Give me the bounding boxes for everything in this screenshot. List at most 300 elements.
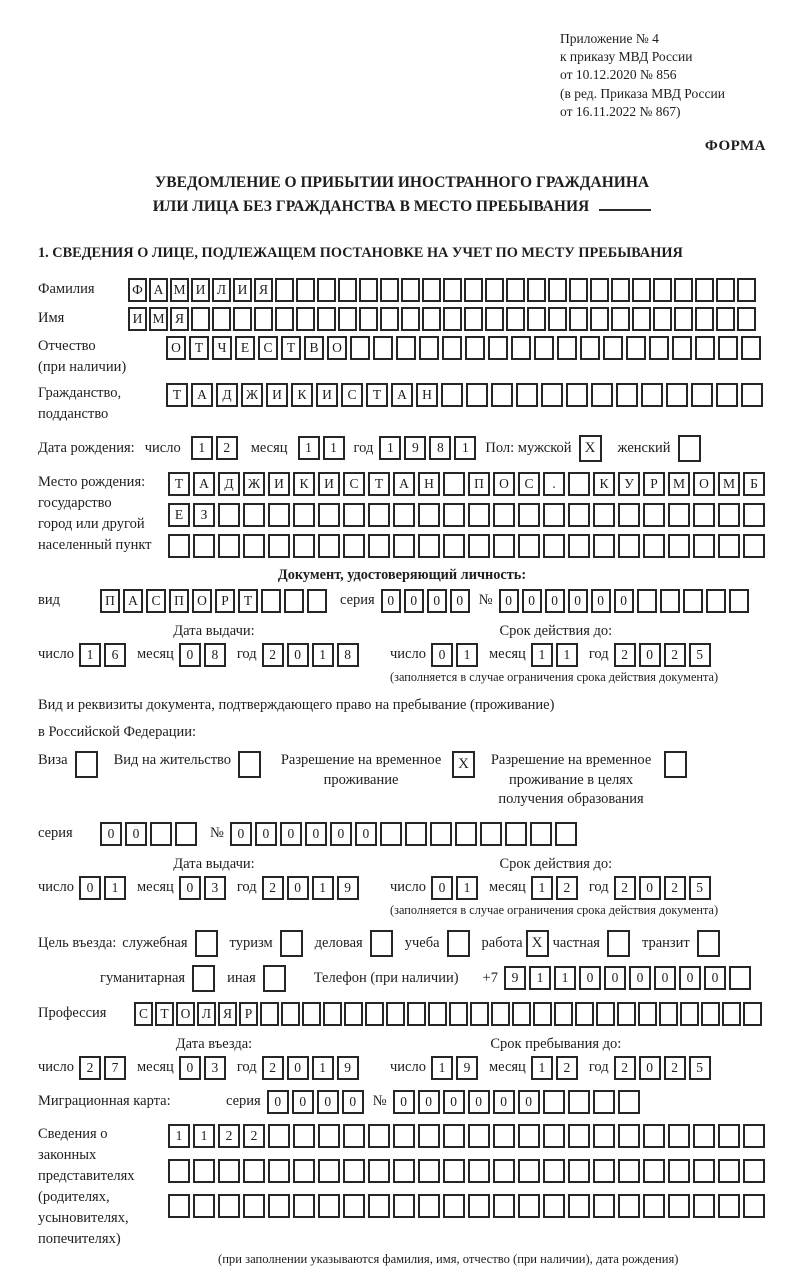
char-cell[interactable] <box>443 1194 465 1218</box>
profession-cells[interactable] <box>134 1002 764 1026</box>
char-cell[interactable]: 1 <box>431 1056 453 1080</box>
char-cell[interactable] <box>368 503 390 527</box>
char-cell[interactable] <box>468 534 490 558</box>
char-cell[interactable]: 0 <box>287 1056 309 1080</box>
char-cell[interactable]: 0 <box>381 589 401 613</box>
residence-valid-day-cells[interactable] <box>431 876 481 900</box>
char-cell[interactable]: Р <box>239 1002 258 1026</box>
char-cell[interactable]: 0 <box>679 966 701 990</box>
char-cell[interactable] <box>543 1159 565 1183</box>
char-cell[interactable] <box>343 503 365 527</box>
char-cell[interactable]: 0 <box>317 1090 339 1114</box>
char-cell[interactable] <box>722 1002 741 1026</box>
char-cell[interactable] <box>485 307 504 331</box>
char-cell[interactable]: А <box>191 383 213 407</box>
char-cell[interactable]: А <box>149 278 168 302</box>
char-cell[interactable] <box>418 1194 440 1218</box>
char-cell[interactable] <box>568 503 590 527</box>
char-cell[interactable] <box>293 1124 315 1148</box>
char-cell[interactable] <box>396 336 416 360</box>
char-cell[interactable]: А <box>393 472 415 496</box>
char-cell[interactable] <box>548 307 567 331</box>
char-cell[interactable]: 0 <box>287 876 309 900</box>
char-cell[interactable]: 8 <box>429 436 451 460</box>
residence-valid-month-cells[interactable] <box>531 876 581 900</box>
checkbox-sex-male[interactable]: X <box>579 435 602 462</box>
char-cell[interactable] <box>527 278 546 302</box>
char-cell[interactable]: С <box>341 383 363 407</box>
char-cell[interactable] <box>480 822 502 846</box>
char-cell[interactable] <box>443 307 462 331</box>
char-cell[interactable] <box>616 383 638 407</box>
char-cell[interactable] <box>218 1194 240 1218</box>
char-cell[interactable] <box>293 503 315 527</box>
checkbox-purpose-official[interactable] <box>195 930 218 957</box>
migration-series-cells[interactable] <box>267 1090 367 1114</box>
char-cell[interactable] <box>284 589 304 613</box>
char-cell[interactable] <box>491 1002 510 1026</box>
char-cell[interactable]: 1 <box>556 643 578 667</box>
char-cell[interactable] <box>718 336 738 360</box>
char-cell[interactable]: 0 <box>545 589 565 613</box>
char-cell[interactable] <box>350 336 370 360</box>
char-cell[interactable]: З <box>193 503 215 527</box>
entry-year-cells[interactable] <box>262 1056 362 1080</box>
char-cell[interactable]: 5 <box>689 643 711 667</box>
char-cell[interactable] <box>386 1002 405 1026</box>
char-cell[interactable]: 1 <box>531 876 553 900</box>
char-cell[interactable] <box>191 307 210 331</box>
char-cell[interactable] <box>643 503 665 527</box>
char-cell[interactable]: 0 <box>179 876 201 900</box>
char-cell[interactable]: 0 <box>267 1090 289 1114</box>
char-cell[interactable]: Е <box>235 336 255 360</box>
char-cell[interactable] <box>555 822 577 846</box>
char-cell[interactable]: 0 <box>654 966 676 990</box>
char-cell[interactable] <box>243 1159 265 1183</box>
phone-cells[interactable] <box>504 966 754 990</box>
char-cell[interactable] <box>743 1124 765 1148</box>
char-cell[interactable]: 1 <box>323 436 345 460</box>
char-cell[interactable]: 3 <box>204 876 226 900</box>
char-cell[interactable] <box>455 822 477 846</box>
char-cell[interactable]: 2 <box>664 643 686 667</box>
char-cell[interactable]: 2 <box>243 1124 265 1148</box>
char-cell[interactable]: Я <box>254 278 273 302</box>
char-cell[interactable]: 0 <box>591 589 611 613</box>
char-cell[interactable]: 0 <box>427 589 447 613</box>
char-cell[interactable] <box>718 1194 740 1218</box>
char-cell[interactable]: 0 <box>704 966 726 990</box>
char-cell[interactable] <box>293 1159 315 1183</box>
char-cell[interactable]: Д <box>218 472 240 496</box>
char-cell[interactable] <box>506 307 525 331</box>
char-cell[interactable] <box>175 822 197 846</box>
char-cell[interactable]: М <box>668 472 690 496</box>
char-cell[interactable] <box>568 1090 590 1114</box>
char-cell[interactable]: И <box>233 278 252 302</box>
char-cell[interactable]: . <box>543 472 565 496</box>
char-cell[interactable] <box>359 278 378 302</box>
char-cell[interactable]: 0 <box>179 643 201 667</box>
char-cell[interactable] <box>641 383 663 407</box>
char-cell[interactable] <box>695 278 714 302</box>
char-cell[interactable] <box>737 307 756 331</box>
char-cell[interactable] <box>493 1124 515 1148</box>
char-cell[interactable] <box>543 1124 565 1148</box>
char-cell[interactable]: С <box>134 1002 153 1026</box>
char-cell[interactable]: 0 <box>393 1090 415 1114</box>
char-cell[interactable] <box>468 503 490 527</box>
char-cell[interactable]: 1 <box>312 643 334 667</box>
char-cell[interactable]: 2 <box>79 1056 101 1080</box>
char-cell[interactable]: 5 <box>689 876 711 900</box>
char-cell[interactable] <box>401 278 420 302</box>
char-cell[interactable]: М <box>718 472 740 496</box>
char-cell[interactable] <box>343 1159 365 1183</box>
identity-issue-month-cells[interactable] <box>179 643 229 667</box>
char-cell[interactable]: 1 <box>312 1056 334 1080</box>
char-cell[interactable]: 1 <box>312 876 334 900</box>
char-cell[interactable] <box>568 1159 590 1183</box>
char-cell[interactable] <box>422 307 441 331</box>
birth-month-cells[interactable] <box>298 436 348 460</box>
char-cell[interactable] <box>359 307 378 331</box>
char-cell[interactable] <box>466 383 488 407</box>
char-cell[interactable] <box>393 1159 415 1183</box>
char-cell[interactable] <box>596 1002 615 1026</box>
char-cell[interactable] <box>590 307 609 331</box>
char-cell[interactable]: 9 <box>456 1056 478 1080</box>
char-cell[interactable]: 0 <box>280 822 302 846</box>
char-cell[interactable]: 1 <box>379 436 401 460</box>
char-cell[interactable] <box>243 503 265 527</box>
char-cell[interactable] <box>493 534 515 558</box>
char-cell[interactable]: 0 <box>579 966 601 990</box>
char-cell[interactable]: 0 <box>639 876 661 900</box>
char-cell[interactable] <box>168 1194 190 1218</box>
char-cell[interactable]: И <box>268 472 290 496</box>
char-cell[interactable]: Н <box>416 383 438 407</box>
char-cell[interactable] <box>518 534 540 558</box>
char-cell[interactable] <box>511 336 531 360</box>
char-cell[interactable] <box>568 1124 590 1148</box>
char-cell[interactable] <box>668 1124 690 1148</box>
char-cell[interactable] <box>632 278 651 302</box>
char-cell[interactable] <box>443 278 462 302</box>
char-cell[interactable]: Т <box>368 472 390 496</box>
char-cell[interactable]: П <box>468 472 490 496</box>
char-cell[interactable] <box>557 336 577 360</box>
char-cell[interactable]: 1 <box>298 436 320 460</box>
char-cell[interactable] <box>611 278 630 302</box>
residence-issue-month-cells[interactable] <box>179 876 229 900</box>
char-cell[interactable]: А <box>123 589 143 613</box>
char-cell[interactable] <box>701 1002 720 1026</box>
char-cell[interactable] <box>653 278 672 302</box>
char-cell[interactable]: 0 <box>493 1090 515 1114</box>
char-cell[interactable]: 0 <box>230 822 252 846</box>
char-cell[interactable] <box>485 278 504 302</box>
char-cell[interactable] <box>575 1002 594 1026</box>
char-cell[interactable] <box>343 1194 365 1218</box>
residence-issue-day-cells[interactable] <box>79 876 129 900</box>
char-cell[interactable]: 2 <box>664 876 686 900</box>
char-cell[interactable] <box>632 307 651 331</box>
char-cell[interactable]: К <box>593 472 615 496</box>
birth-year-cells[interactable] <box>379 436 479 460</box>
char-cell[interactable] <box>323 1002 342 1026</box>
char-cell[interactable]: А <box>391 383 413 407</box>
char-cell[interactable]: 0 <box>292 1090 314 1114</box>
char-cell[interactable] <box>659 1002 678 1026</box>
char-cell[interactable] <box>743 1002 762 1026</box>
char-cell[interactable]: Ж <box>241 383 263 407</box>
char-cell[interactable]: И <box>318 472 340 496</box>
char-cell[interactable]: 0 <box>342 1090 364 1114</box>
char-cell[interactable]: Л <box>212 278 231 302</box>
char-cell[interactable] <box>418 1124 440 1148</box>
entry-month-cells[interactable] <box>179 1056 229 1080</box>
char-cell[interactable] <box>643 534 665 558</box>
char-cell[interactable] <box>718 1159 740 1183</box>
char-cell[interactable]: 0 <box>604 966 626 990</box>
char-cell[interactable]: 0 <box>443 1090 465 1114</box>
char-cell[interactable] <box>268 1159 290 1183</box>
char-cell[interactable] <box>418 503 440 527</box>
stay-year-cells[interactable] <box>614 1056 714 1080</box>
char-cell[interactable] <box>443 1124 465 1148</box>
checkbox-purpose-study[interactable] <box>447 930 470 957</box>
birth-place-row3-cells[interactable] <box>168 534 768 558</box>
char-cell[interactable] <box>393 1194 415 1218</box>
char-cell[interactable] <box>442 336 462 360</box>
doc-number-cells[interactable] <box>499 589 752 613</box>
char-cell[interactable]: 0 <box>639 1056 661 1080</box>
char-cell[interactable]: 0 <box>100 822 122 846</box>
char-cell[interactable] <box>566 383 588 407</box>
checkbox-purpose-other[interactable] <box>263 965 286 992</box>
char-cell[interactable]: 0 <box>418 1090 440 1114</box>
char-cell[interactable] <box>268 1124 290 1148</box>
char-cell[interactable]: О <box>693 472 715 496</box>
char-cell[interactable] <box>590 278 609 302</box>
char-cell[interactable] <box>649 336 669 360</box>
char-cell[interactable]: Т <box>189 336 209 360</box>
char-cell[interactable] <box>729 966 751 990</box>
char-cell[interactable] <box>441 383 463 407</box>
char-cell[interactable] <box>212 307 231 331</box>
char-cell[interactable] <box>418 1159 440 1183</box>
char-cell[interactable]: 0 <box>450 589 470 613</box>
char-cell[interactable]: 6 <box>104 643 126 667</box>
checkbox-temporary-residence[interactable]: X <box>452 751 475 778</box>
char-cell[interactable] <box>683 589 703 613</box>
char-cell[interactable]: Т <box>168 472 190 496</box>
char-cell[interactable] <box>527 307 546 331</box>
char-cell[interactable] <box>275 307 294 331</box>
char-cell[interactable] <box>373 336 393 360</box>
char-cell[interactable] <box>430 822 452 846</box>
char-cell[interactable] <box>418 534 440 558</box>
char-cell[interactable]: И <box>266 383 288 407</box>
char-cell[interactable] <box>534 336 554 360</box>
char-cell[interactable] <box>718 1124 740 1148</box>
char-cell[interactable]: 1 <box>531 643 553 667</box>
char-cell[interactable]: Я <box>170 307 189 331</box>
checkbox-visa[interactable] <box>75 751 98 778</box>
char-cell[interactable] <box>693 1194 715 1218</box>
char-cell[interactable] <box>268 534 290 558</box>
char-cell[interactable]: И <box>316 383 338 407</box>
char-cell[interactable] <box>368 534 390 558</box>
char-cell[interactable] <box>637 589 657 613</box>
checkbox-purpose-tourism[interactable] <box>280 930 303 957</box>
char-cell[interactable]: 9 <box>504 966 526 990</box>
char-cell[interactable] <box>660 589 680 613</box>
checkbox-purpose-work[interactable]: X <box>526 930 549 957</box>
char-cell[interactable]: 0 <box>305 822 327 846</box>
char-cell[interactable] <box>443 503 465 527</box>
char-cell[interactable] <box>317 307 336 331</box>
char-cell[interactable] <box>716 383 738 407</box>
char-cell[interactable] <box>695 307 714 331</box>
char-cell[interactable] <box>618 1194 640 1218</box>
char-cell[interactable] <box>593 534 615 558</box>
char-cell[interactable]: 3 <box>204 1056 226 1080</box>
char-cell[interactable] <box>741 383 763 407</box>
char-cell[interactable] <box>626 336 646 360</box>
char-cell[interactable] <box>407 1002 426 1026</box>
char-cell[interactable] <box>737 278 756 302</box>
char-cell[interactable] <box>729 589 749 613</box>
checkbox-purpose-humanitarian[interactable] <box>192 965 215 992</box>
char-cell[interactable] <box>593 1124 615 1148</box>
char-cell[interactable]: О <box>176 1002 195 1026</box>
char-cell[interactable] <box>296 278 315 302</box>
char-cell[interactable] <box>743 534 765 558</box>
char-cell[interactable] <box>618 1124 640 1148</box>
char-cell[interactable]: 2 <box>218 1124 240 1148</box>
char-cell[interactable] <box>296 307 315 331</box>
identity-valid-day-cells[interactable] <box>431 643 481 667</box>
char-cell[interactable]: 2 <box>262 1056 284 1080</box>
char-cell[interactable] <box>672 336 692 360</box>
char-cell[interactable]: М <box>149 307 168 331</box>
char-cell[interactable] <box>465 336 485 360</box>
char-cell[interactable] <box>541 383 563 407</box>
char-cell[interactable]: 2 <box>262 876 284 900</box>
char-cell[interactable]: 9 <box>404 436 426 460</box>
residence-number-cells[interactable] <box>230 822 580 846</box>
char-cell[interactable] <box>293 1194 315 1218</box>
char-cell[interactable]: 2 <box>664 1056 686 1080</box>
char-cell[interactable]: Т <box>166 383 188 407</box>
char-cell[interactable]: 0 <box>404 589 424 613</box>
residence-valid-year-cells[interactable] <box>614 876 714 900</box>
char-cell[interactable] <box>318 534 340 558</box>
char-cell[interactable] <box>193 1194 215 1218</box>
birth-place-row1-cells[interactable] <box>168 472 768 496</box>
char-cell[interactable]: О <box>166 336 186 360</box>
char-cell[interactable] <box>368 1194 390 1218</box>
char-cell[interactable]: 0 <box>629 966 651 990</box>
char-cell[interactable] <box>593 1159 615 1183</box>
char-cell[interactable] <box>365 1002 384 1026</box>
char-cell[interactable] <box>343 1124 365 1148</box>
char-cell[interactable]: 2 <box>216 436 238 460</box>
char-cell[interactable] <box>569 278 588 302</box>
char-cell[interactable] <box>419 336 439 360</box>
char-cell[interactable] <box>568 472 590 496</box>
representatives-row2-cells[interactable] <box>168 1159 768 1183</box>
char-cell[interactable] <box>518 1159 540 1183</box>
checkbox-sex-female[interactable] <box>678 435 701 462</box>
char-cell[interactable] <box>254 307 273 331</box>
char-cell[interactable]: Ж <box>243 472 265 496</box>
char-cell[interactable] <box>268 503 290 527</box>
char-cell[interactable] <box>293 534 315 558</box>
char-cell[interactable] <box>693 1159 715 1183</box>
char-cell[interactable] <box>618 1159 640 1183</box>
char-cell[interactable]: 0 <box>355 822 377 846</box>
checkbox-purpose-business[interactable] <box>370 930 393 957</box>
char-cell[interactable] <box>168 1159 190 1183</box>
char-cell[interactable] <box>218 503 240 527</box>
char-cell[interactable] <box>318 1159 340 1183</box>
char-cell[interactable]: С <box>518 472 540 496</box>
char-cell[interactable]: Е <box>168 503 190 527</box>
char-cell[interactable] <box>693 503 715 527</box>
char-cell[interactable] <box>743 1159 765 1183</box>
char-cell[interactable] <box>318 1194 340 1218</box>
char-cell[interactable] <box>302 1002 321 1026</box>
char-cell[interactable] <box>470 1002 489 1026</box>
char-cell[interactable] <box>468 1194 490 1218</box>
char-cell[interactable] <box>338 307 357 331</box>
char-cell[interactable] <box>393 503 415 527</box>
char-cell[interactable] <box>493 1159 515 1183</box>
char-cell[interactable] <box>643 1194 665 1218</box>
char-cell[interactable]: 1 <box>454 436 476 460</box>
char-cell[interactable]: 1 <box>191 436 213 460</box>
char-cell[interactable] <box>653 307 672 331</box>
char-cell[interactable] <box>716 307 735 331</box>
char-cell[interactable] <box>468 1159 490 1183</box>
char-cell[interactable]: К <box>293 472 315 496</box>
birth-place-row2-cells[interactable] <box>168 503 768 527</box>
char-cell[interactable]: 7 <box>104 1056 126 1080</box>
doc-series-cells[interactable] <box>381 589 473 613</box>
char-cell[interactable]: С <box>146 589 166 613</box>
patronymic-cells[interactable] <box>166 336 764 360</box>
char-cell[interactable] <box>443 534 465 558</box>
char-cell[interactable]: К <box>291 383 313 407</box>
char-cell[interactable] <box>543 503 565 527</box>
char-cell[interactable]: 0 <box>522 589 542 613</box>
char-cell[interactable]: Л <box>197 1002 216 1026</box>
char-cell[interactable] <box>543 1194 565 1218</box>
char-cell[interactable]: П <box>169 589 189 613</box>
char-cell[interactable]: Ф <box>128 278 147 302</box>
char-cell[interactable] <box>338 278 357 302</box>
char-cell[interactable]: 2 <box>262 643 284 667</box>
char-cell[interactable]: А <box>193 472 215 496</box>
char-cell[interactable]: 0 <box>330 822 352 846</box>
char-cell[interactable]: 1 <box>456 876 478 900</box>
char-cell[interactable] <box>393 534 415 558</box>
char-cell[interactable]: 1 <box>531 1056 553 1080</box>
